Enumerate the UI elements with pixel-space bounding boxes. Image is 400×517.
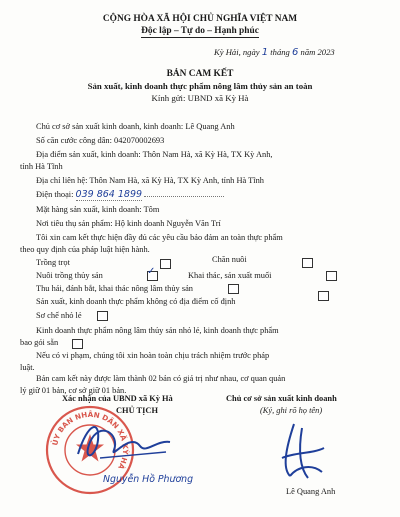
checkbox-trong-trot[interactable] (160, 259, 171, 269)
contact-line: Địa chỉ liên hệ: Thôn Nam Hà, xã Kỳ Hà, TX Kỳ Anh, tỉnh Hà Tĩnh (36, 176, 264, 185)
phone-handwritten: 039 864 1899 (75, 189, 143, 200)
date-line: Kỳ Hải, ngày 1 tháng 6 năm 2023 (214, 47, 335, 58)
option-kinh-doanh-label: Kinh doanh thực phẩm nông lâm thủy sản nhỏ lẻ, kinh doanh thực phẩm (36, 326, 279, 335)
location-line-2: tỉnh Hà Tĩnh (20, 162, 63, 171)
right-sign-title: Chủ cơ sở sản xuất kinh doanh (226, 394, 337, 403)
checkbox-so-che[interactable] (97, 311, 108, 321)
owner-signature (272, 418, 332, 488)
addressee: Kính gửi: UBND xã Kỳ Hà (151, 93, 249, 103)
checkbox-khong-dia-diem[interactable] (318, 291, 329, 301)
option-chan-nuoi-label: Chăn nuôi (212, 255, 247, 264)
chairman-signature (70, 412, 180, 472)
document-title: BẢN CAM KẾT (166, 69, 234, 79)
national-motto: Độc lập – Tự do – Hạnh phúc (141, 26, 259, 36)
commit-line-2: theo quy định của pháp luật hiện hành. (20, 245, 150, 254)
copies-line-1: Bản cam kết này được làm thành 02 bản có giá trị như nhau, cơ quan quản (36, 374, 286, 383)
option-kinh-doanh-label-2: bao gói sẵn (20, 338, 59, 347)
violation-line-1: Nếu có vi phạm, chúng tôi xin hoàn toàn chịu trách nhiệm trước pháp (36, 351, 270, 360)
product-line: Mặt hàng sản xuất, kinh doanh: Tôm (36, 205, 160, 214)
option-so-che-label: Sơ chế nhỏ lẻ (36, 311, 82, 320)
checkbox-khai-thac[interactable] (326, 271, 337, 281)
left-sign-role: CHỦ TỊCH (116, 406, 158, 415)
option-khai-thac-label: Khai thác, sản xuất muối (188, 271, 272, 280)
left-sign-title: Xác nhận của UBND xã Kỳ Hà (62, 394, 173, 403)
option-nuoi-trong-label: Nuôi trồng thủy sản (36, 271, 103, 280)
check-mark-icon: ✓ (147, 266, 156, 277)
option-thu-hai-label: Thu hái, đánh bắt, khai thác nông lâm thủy sản (36, 284, 193, 293)
owner-line: Chủ cơ sở sản xuất kinh doanh, kinh doanh: Lê Quang Anh (36, 122, 235, 131)
svg-text:ỦY BAN NHÂN DÂN XÃ KỲ HÀ: ỦY BAN NHÂN DÂN XÃ KỲ HÀ (50, 409, 131, 471)
chairman-name: Nguyễn Hồ Phương (103, 474, 194, 485)
location-line: Địa điểm sản xuất, kinh doanh: Thôn Nam Hà, xã Kỳ Hà, TX Kỳ Anh, (36, 150, 273, 159)
copies-line-2: lý giữ 01 bản, cơ sở giữ 01 bản. (20, 386, 127, 395)
violation-line-2: luật. (20, 363, 35, 372)
option-trong-trot-label: Trồng trọt (36, 258, 70, 267)
phone-line: Điện thoại: 039 864 1899 (36, 190, 224, 200)
consume-line: Nơi tiêu thụ sản phẩm: Hộ kinh doanh Nguyễn Văn Trí (36, 219, 221, 228)
commit-line-1: Tôi xin cam kết thực hiện đầy đủ các yêu cầu bảo đảm an toàn thực phẩm (36, 233, 283, 242)
id-line: Số căn cước công dân: 042070002693 (36, 136, 165, 145)
owner-name: Lê Quang Anh (286, 487, 336, 496)
checkbox-thu-hai[interactable] (228, 284, 239, 294)
country-name: CỘNG HÒA XÃ HỘI CHỦ NGHĨA VIỆT NAM (102, 14, 298, 24)
document-subtitle: Sản xuất, kinh doanh thực phẩm nông lâm thủy sản an toàn (87, 81, 313, 91)
option-khong-dia-diem-label: Sản xuất, kinh doanh thực phẩm không có địa điểm cố định (36, 297, 236, 306)
right-sign-note: (Ký, ghi rõ họ tên) (260, 406, 323, 415)
checkbox-kinh-doanh[interactable] (72, 339, 83, 349)
checkbox-chan-nuoi[interactable] (302, 258, 313, 268)
